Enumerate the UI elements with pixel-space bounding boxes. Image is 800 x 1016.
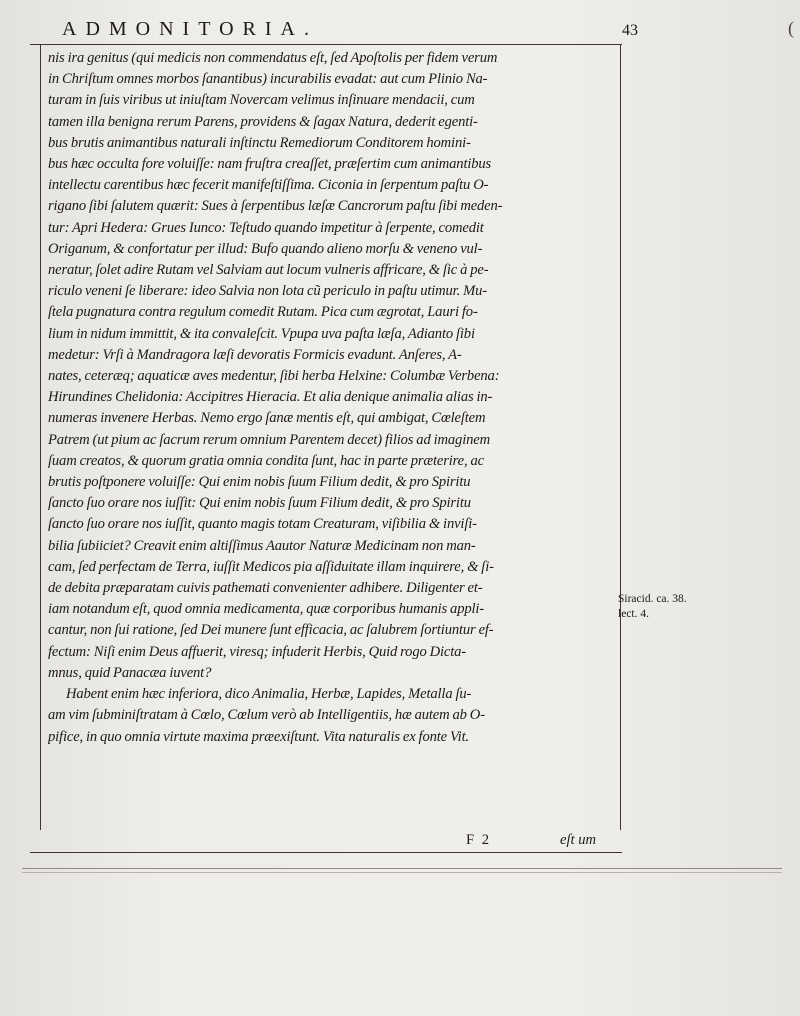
body-line: bilia ſubiiciet? Creavit enim altiſſimus Aautor Naturæ Medicinam non man- [48,537,476,554]
body-line: cantur, non ſui ratione, ſed Dei munere ſunt efficacia, ac ſalubrem ſortiuntur ef- [48,622,494,639]
body-line: am vim ſubminiſtratam à Cœlo, Cœlum verò ab Intelligentiis, hæ autem ab O- [48,707,485,724]
body-line: Patrem (ut pium ac ſacrum rerum omnium Parentem decet) filios ad imaginem [48,431,490,448]
body-line: ſancto ſuo orare nos iuſſit, quanto magis totam Creaturam, viſibilia & inviſi- [48,516,477,533]
body-line: tur: Apri Hedera: Grues Iunco: Teſtudo quando impetitur à ſerpente, comedit [48,219,484,236]
body-line: Habent enim hæc inferiora, dico Animalia, Herbæ, Lapides, Metalla ſu- [66,686,472,703]
body-line: lium in nidum immittit, & ita convaleſcit. Vpupa uva paſta læſa, Adianto ſibi [48,325,475,342]
body-line: ſtela pugnatura contra regulum comedit Rutam. Pica cum ægrotat, Lauri fo- [48,304,478,321]
page-number: 43 [622,22,638,39]
body-line: nis ira genitus (qui medicis non commendatus eſt, ſed Apoſtolis per fidem verum [48,50,498,66]
frame-top-rule [30,44,622,45]
body-line: brutis poſtponere voluiſſe: Qui enim nobis ſuum Filium dedit, & pro Spiritu [48,474,471,491]
body-line: Origanum, & confortatur per illud: Bufo quando alieno morſu & veneno vul- [48,240,483,257]
body-line: ſancto ſuo orare nos iuſſit: Qui enim nobis ſuum Filium dedit, & pro Spiritu [48,495,471,512]
body-line: in Chriſtum omnes morbos ſanantibus) incurabilis evadat: aut cum Plinio Na- [48,71,488,88]
body-line: iam notandum eſt, quod omnia medicamenta, quæ corporibus humanis appli- [48,601,485,618]
catchword: eſt um [560,832,597,848]
body-line: cam, ſed perfectam de Terra, iuſſit Medicos pia aſſiduitate illam inquirere, & ſi- [48,558,494,575]
body-line: ſuam creatos, & quorum gratia omnia condita ſunt, hac in parte præterire, ac [48,452,484,469]
body-line: turam in ſuis viribus ut iniuſtam Novercam velimus inſinuare mendacii, cum [48,92,475,109]
frame-right-rule [620,44,621,830]
body-line: nates, ceteræq; aquaticæ aves medentur, ſibi herba Helxine: Columbæ Verbena: [48,368,500,385]
body-line: Hirundines Chelidonia: Accipitres Hieracia. Et alia denique animalia alias in- [48,389,493,406]
body-line: mnus, quid Panacæa iuvent? [48,664,212,681]
body-line: de debita præparatam cuivis pathemati convenienter adhibere. Diligenter et- [48,580,483,597]
body-line: neratur, ſolet adire Rutam vel Salviam aut locum vulneris affricare, & ſic à pe- [48,262,489,279]
body-text [48,48,614,748]
margin-note: Siracid. ca. 38. lect. 4. [618,593,687,620]
body-line: tamen illa benigna rerum Parens, providens & ſagax Natura, dederit egenti- [48,113,478,130]
frame-bottom-rule [30,852,622,853]
body-line: bus brutis animantibus naturali inſtinctu Remediorum Conditorem homini- [48,134,471,151]
frame-left-rule [40,44,41,830]
body-line: rigano ſibi ſalutem quærit: Sues à ſerpentibus læſæ Cancrorum paſtu ſibi meden- [48,198,503,215]
body-line: fectum: Niſi enim Deus affuerit, viresq; infuderit Herbis, Quid rogo Dicta- [48,643,466,660]
body-line: riculo veneni ſe liberare: ideo Salvia non lota cũ periculo in paſtu utimur. Mu- [48,283,487,300]
running-title: ADMONITORIA. [62,18,318,40]
body-line: pifice, in quo omnia virtute maxima præexiſtunt. Vita naturalis ex fonte Vit. [48,728,469,745]
signature-mark: F 2 [466,832,492,848]
body-line: numeras invenere Herbas. Nemo ergo ſanæ mentis eſt, qui ambigat, Cœleſtem [48,410,486,427]
running-header [30,18,770,42]
page-bottom-line [22,868,782,869]
body-line: intellectu carentibus hæc fecerit manifeſtiſſima. Ciconia in ſerpentum paſtu O- [48,177,489,194]
body-line: medetur: Vrſi à Mandragora læſi devoratis Formicis evadunt. Anſeres, A- [48,346,462,363]
page-edge-mark: ( [788,18,794,38]
body-line: bus hæc occulta fore voluiſſe: nam fruſtra creaſſet, præſertim cum animantibus [48,156,492,173]
page-bottom-line-faint [22,872,782,873]
